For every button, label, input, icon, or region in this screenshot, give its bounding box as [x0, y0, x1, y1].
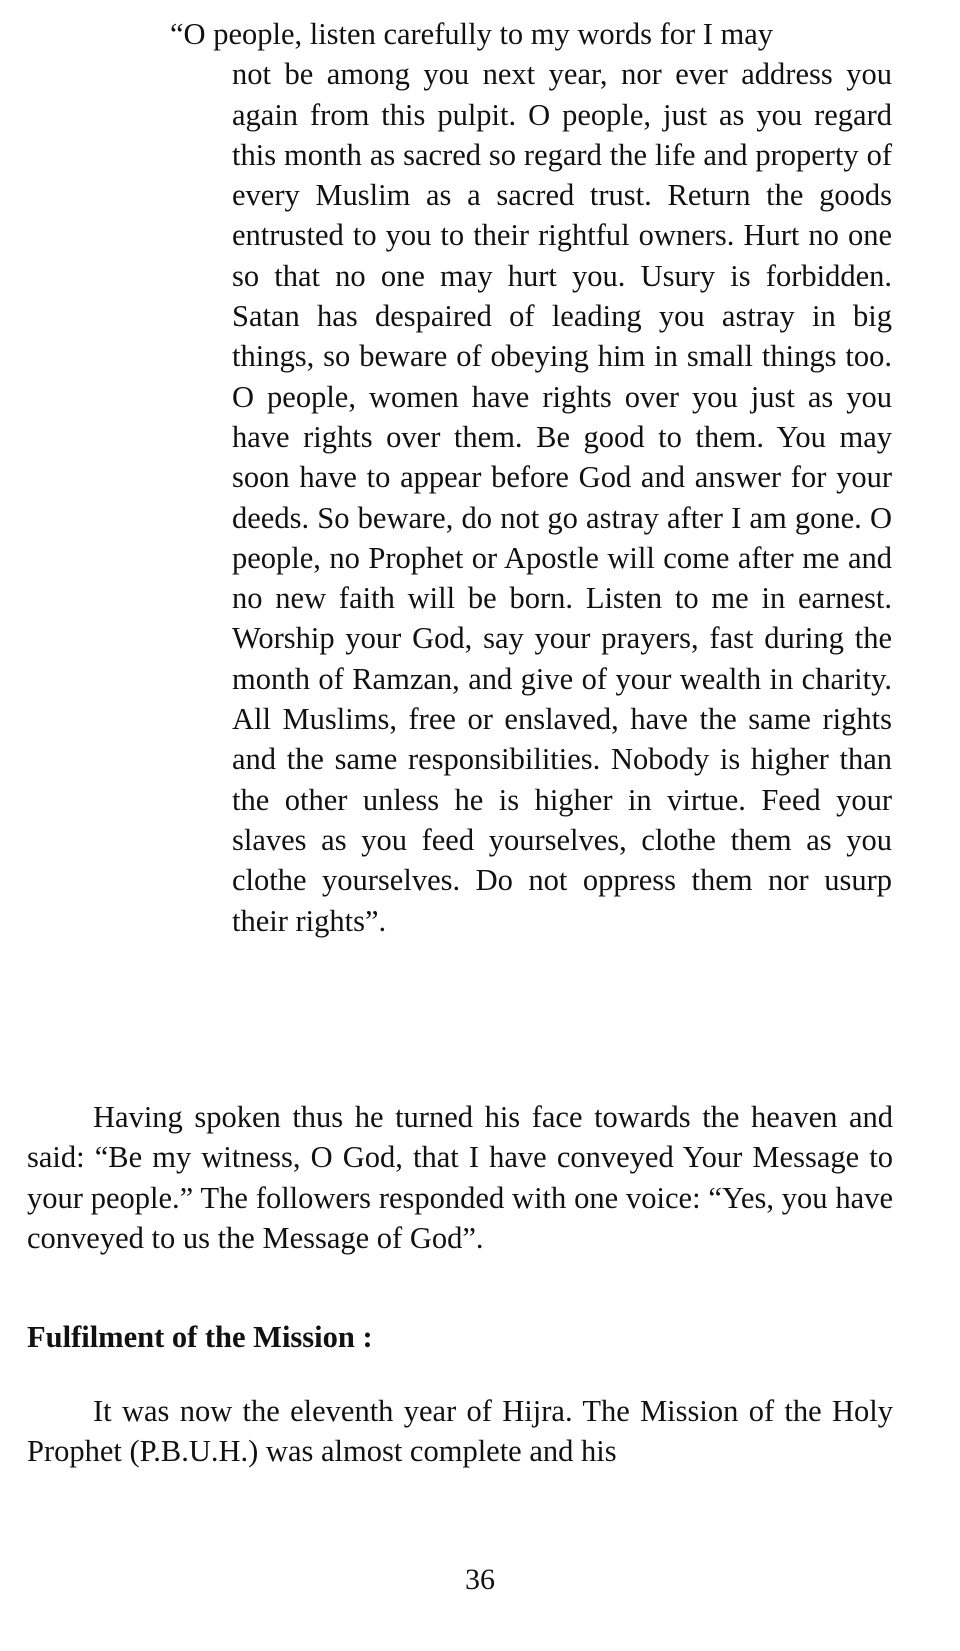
paragraph-eleventh-year: It was now the eleventh year of Hijra. The Mission of the Holy Prophet (P.B.U.H.) was almost complete and his [27, 1394, 893, 1469]
quote-body: not be among you next year, nor ever address you again from this pulpit. O people, just as you regard this month as sacred so regard the life and property of every Muslim as a sacred trust. Return the goods entrusted to you to their rightful owners. Hurt no one so that no one may hurt you. Usury is forbidden. Satan has despaired of leading you astray in big things, so beware of obeying him in small things too. O people, women have rights over you just as you have rights over them. Be good to them. You may soon have to appear before God and answer for your deeds. So beware, do not go astray after I am gone. O people, no Prophet or Apostle will come after me and no new faith will be born. Listen to me in earnest. Worship your God, say your prayers, fast during the month of Ramzan, and give of your wealth in charity. All Muslims, free or enslaved, have the same rights and the same responsibilities. Nobody is higher than the other unless he is higher in virtue. Feed your slaves as you feed yourselves, clothe them as you clothe yourselves. Do not oppress them nor usurp their rights”. [232, 57, 892, 938]
paragraph-witness: Having spoken thus he turned his face towards the heaven and said: “Be my witness, O God, that I have conveyed Your Message to your people.” The followers responded with one voice: “Yes, you have conveyed to us the Message of God”. [27, 1100, 893, 1255]
quote-first-line: “O people, listen carefully to my words for I may [170, 17, 774, 51]
sermon-quote [170, 14, 892, 941]
page-number: 36 [465, 1563, 495, 1596]
section-heading: Fulfilment of the Mission : [27, 1320, 373, 1354]
